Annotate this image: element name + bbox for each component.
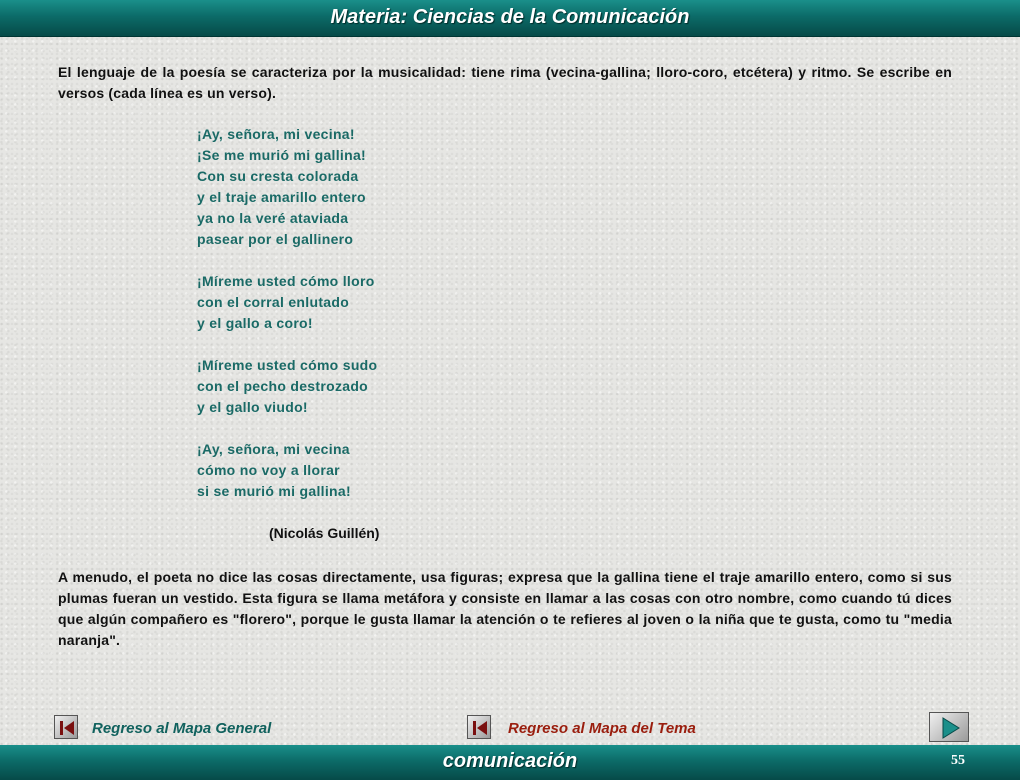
header-bar <box>0 0 1020 37</box>
intro-paragraph: El lenguaje de la poesía se caracteriza por la musicalidad: tiene rima (vecina-gallina; lloro-coro, etcétera) y ritmo. Se escribe en versos (cada línea es un verso). <box>58 64 952 101</box>
poem-line: ¡Se me murió mi gallina! <box>197 147 367 163</box>
poem-line: ¡Ay, señora, mi vecina! <box>197 126 355 142</box>
page-title: Materia: Ciencias de la Comunicación <box>330 6 690 28</box>
footer-title: comunicación <box>442 750 578 772</box>
outro-paragraph: A menudo, el poeta no dice las cosas directamente, usa figuras; expresa que la gallina tiene el traje amarillo entero, como si sus plumas fueran un vestido. Esta figura se llama metáfora y consiste en llamar a las cosas con otro nombre, como cuando tú dices que algún compañero es "florero", porque le gusta llamar la atención o te refieres al joven o la niña que te gusta, como tu "media naranja". <box>58 569 952 648</box>
content-area <box>58 62 952 648</box>
poem-stanza <box>197 355 377 418</box>
poem-line: pasear por el gallinero <box>197 231 354 247</box>
skip-back-icon <box>55 716 79 740</box>
back-to-general-map-button[interactable] <box>54 715 78 739</box>
navigation-bar <box>0 712 1020 744</box>
play-next-icon <box>930 713 970 743</box>
poem-line: y el gallo viudo! <box>197 399 308 415</box>
poem-line: si se murió mi gallina! <box>197 483 351 499</box>
poem-line: con el corral enlutado <box>197 294 350 310</box>
poem-line: ¡Míreme usted cómo sudo <box>197 357 378 373</box>
next-page-button[interactable] <box>929 712 969 742</box>
poem-stanza <box>197 124 377 250</box>
poem-line: ya no la veré ataviada <box>197 210 349 226</box>
poem-line: y el gallo a coro! <box>197 315 313 331</box>
back-to-topic-map-button[interactable] <box>467 715 491 739</box>
skip-back-icon <box>468 716 492 740</box>
poem-author: (Nicolás Guillén) <box>269 525 380 541</box>
page-number: 55 <box>951 753 965 768</box>
poem <box>197 124 377 523</box>
poem-line: cómo no voy a llorar <box>197 462 340 478</box>
footer-bar <box>0 745 1020 780</box>
poem-line: ¡Ay, señora, mi vecina <box>197 441 350 457</box>
poem-line: con el pecho destrozado <box>197 378 369 394</box>
back-to-general-map-link[interactable]: Regreso al Mapa General <box>92 720 272 737</box>
poem-stanza <box>197 439 377 502</box>
poem-line: y el traje amarillo entero <box>197 189 366 205</box>
poem-line: Con su cresta colorada <box>197 168 359 184</box>
back-to-topic-map-link[interactable]: Regreso al Mapa del Tema <box>508 720 696 737</box>
poem-stanza <box>197 271 377 334</box>
poem-line: ¡Míreme usted cómo lloro <box>197 273 375 289</box>
